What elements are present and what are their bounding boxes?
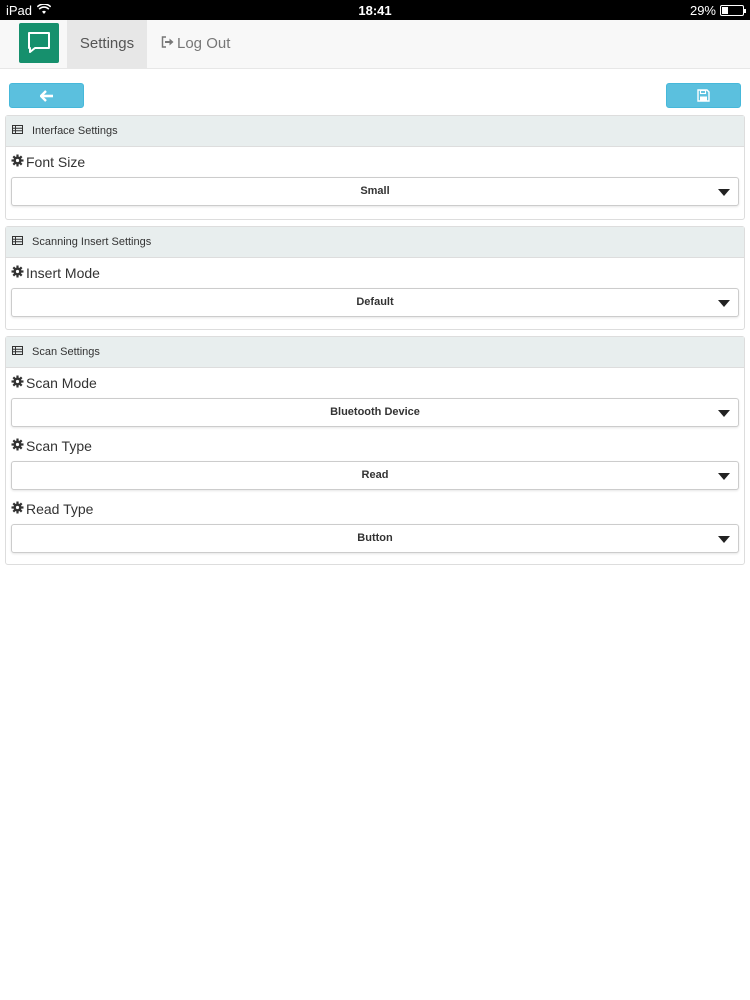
device-name: iPad <box>6 3 33 18</box>
panel-heading <box>6 337 744 368</box>
panel-title: Scan Settings <box>32 346 100 358</box>
panel-heading <box>6 116 744 147</box>
scan-type-select[interactable] <box>11 461 739 490</box>
field-label-scan-type: Scan Type <box>6 435 744 457</box>
scan-mode-select[interactable] <box>11 398 739 427</box>
gear-icon <box>11 501 24 517</box>
chat-bubble-icon <box>27 31 51 55</box>
app-logo[interactable] <box>19 23 59 63</box>
select-value: Small <box>360 185 390 197</box>
font-size-select[interactable] <box>11 177 739 206</box>
save-button[interactable] <box>666 83 741 108</box>
table-icon <box>12 125 23 137</box>
battery-percent: 29% <box>689 3 716 18</box>
panel-title: Scanning Insert Settings <box>32 236 152 248</box>
logout-link[interactable] <box>161 20 230 68</box>
panel-scanning-insert-settings <box>5 226 745 330</box>
caret-down-icon <box>718 473 730 480</box>
gear-icon <box>11 438 24 454</box>
field-label-read-type: Read Type <box>6 498 744 520</box>
arrow-left-icon <box>40 90 54 102</box>
select-value: Read <box>361 469 389 481</box>
select-value: Button <box>357 532 393 544</box>
select-value: Bluetooth Device <box>330 406 420 418</box>
select-value: Default <box>356 296 394 308</box>
field-label-font-size: Font Size <box>6 151 744 173</box>
table-icon <box>12 346 23 358</box>
gear-icon <box>11 154 24 170</box>
panel-scan-settings <box>5 336 745 565</box>
table-icon <box>12 236 23 248</box>
caret-down-icon <box>718 410 730 417</box>
insert-mode-select[interactable] <box>11 288 739 317</box>
back-button[interactable] <box>9 83 84 108</box>
top-navbar <box>0 20 750 69</box>
panel-heading <box>6 227 744 258</box>
status-bar <box>0 0 750 20</box>
status-time: 18:41 <box>358 3 392 18</box>
field-label-scan-mode: Scan Mode <box>6 372 744 394</box>
panel-interface-settings <box>5 115 745 220</box>
sign-out-icon <box>161 20 175 68</box>
read-type-select[interactable] <box>11 524 739 553</box>
nav-settings-tab[interactable]: Settings <box>67 20 147 68</box>
gear-icon <box>11 375 24 391</box>
gear-icon <box>11 265 24 281</box>
floppy-disk-icon <box>697 89 710 102</box>
caret-down-icon <box>718 189 730 196</box>
field-label-insert-mode: Insert Mode <box>6 262 744 284</box>
caret-down-icon <box>718 300 730 307</box>
panel-title: Interface Settings <box>32 125 118 137</box>
battery-icon <box>720 5 744 16</box>
caret-down-icon <box>718 536 730 543</box>
logout-label: Log Out <box>177 35 231 52</box>
